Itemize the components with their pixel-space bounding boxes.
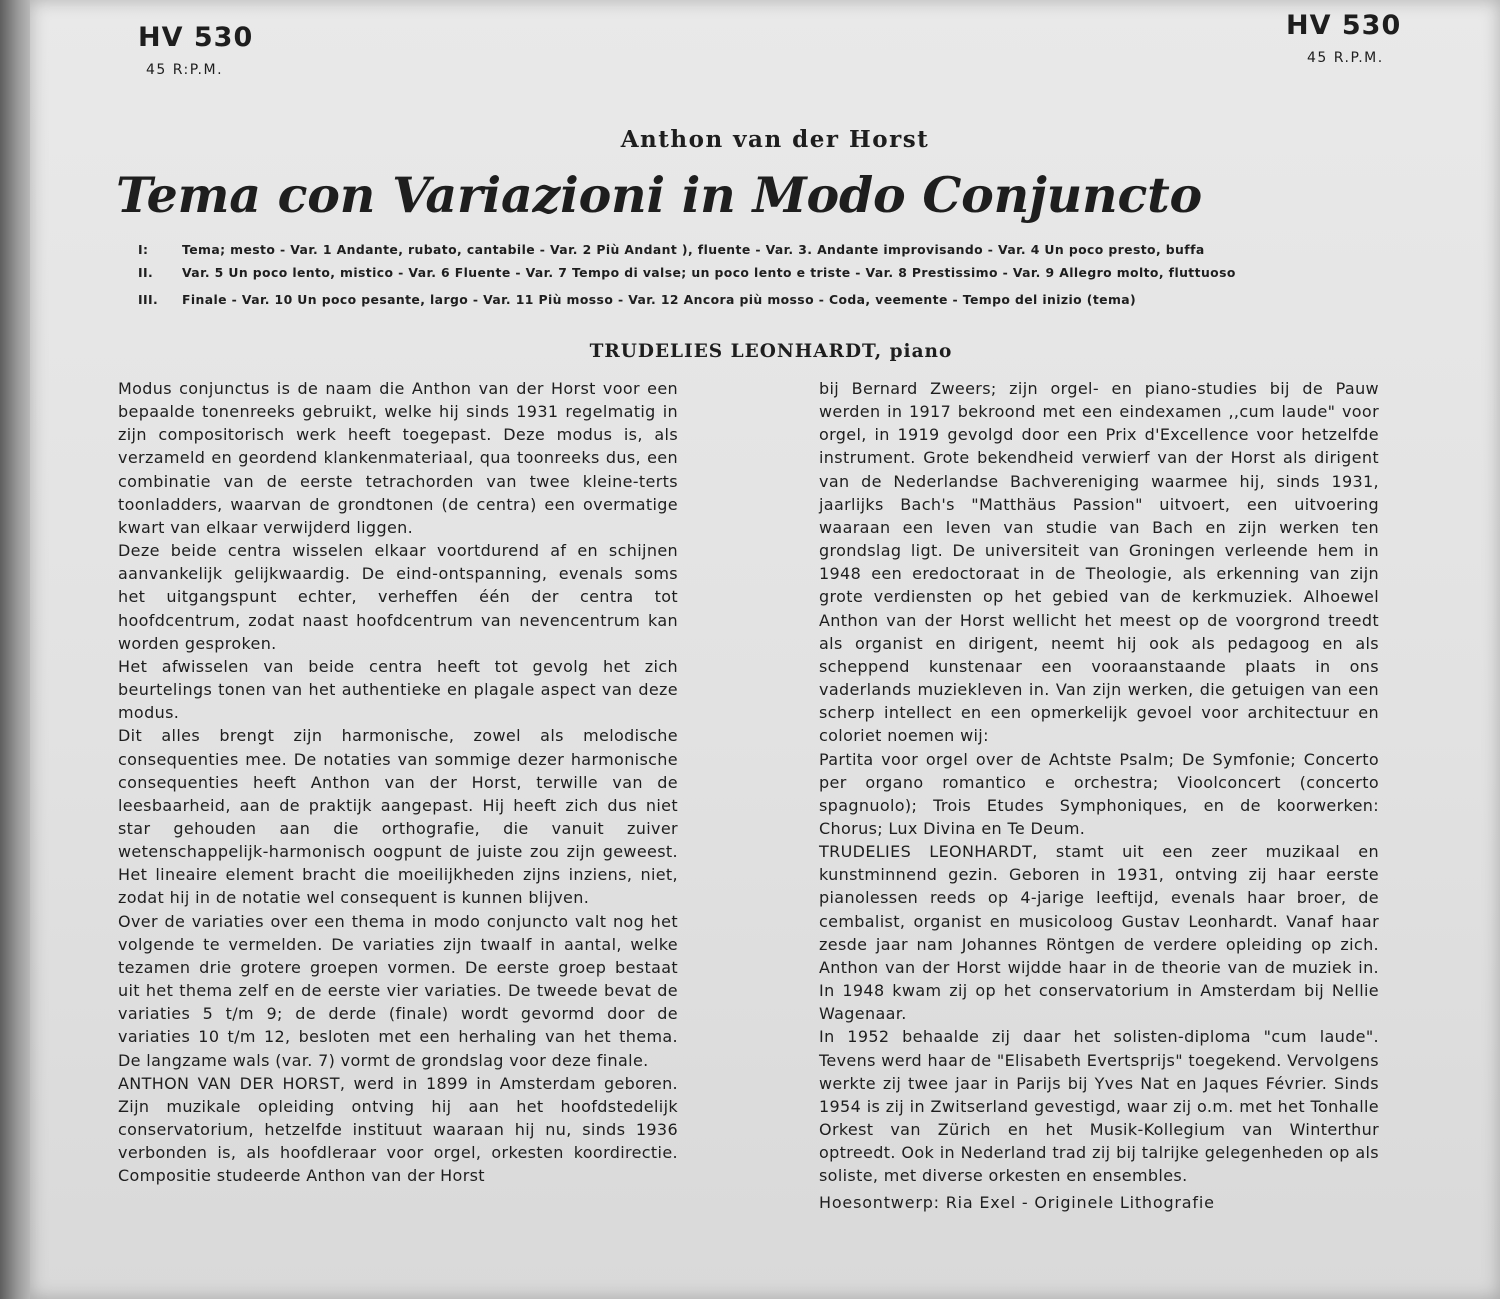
performer-credit: TRUDELIES LEONHARDT, piano: [589, 341, 953, 362]
catalog-number-right: HV 530: [1286, 10, 1402, 41]
catalog-number-left: HV 530: [138, 22, 254, 53]
speed-label-left: 45 R:P.M.: [146, 62, 224, 78]
liner-paragraph: Over de variaties over een thema in modo conjuncto valt nog het volgende te vermelden. De variaties zijn twaalf in aantal, welke tezamen drie grotere groepen vormen. De eerste groep bestaat uit het thema zelf en de eerste vier variaties. De tweede bevat de variaties 5 t/m 9; de derde (finale) wordt gevormd door de variaties 10 t/m 12, besloten met een herhaling van het thema. De langzame wals (var. 7) vormt de grondslag voor deze finale.: [118, 911, 678, 1070]
liner-paragraph: Modus conjunctus is de naam die Anthon van der Horst voor een bepaalde tonenreeks gebruikt, welke hij sinds 1931 regelmatig in zijn compositorisch werk heeft toegepast. Deze modus is, als verzameld en geordend klankenmateriaal, qua toonreeks dus, een combinatie van de eerste tetrachorden van twee kleine-terts toonladders, waarvan de grondtonen (de centra) een overmatige kwart van elkaar verwijderd liggen.: [118, 379, 678, 537]
movement-text: Finale - Var. 10 Un poco pesante, largo - Var. 11 Più mosso - Var. 12 Ancora più mosso - Coda, veemente - Tempo del inizio (tema): [182, 292, 1137, 307]
liner-paragraph: Partita voor orgel over de Achtste Psalm; De Symfonie; Concerto per organo romantico e orchestra; Vioolconcert (concerto spagnuolo); Trois Etudes Symphoniques, en de koorwerken: Chorus; Lux Divina en Te Deum.: [819, 749, 1379, 838]
movement-text: Var. 5 Un poco lento, mistico - Var. 6 Fluente - Var. 7 Tempo di valse; un poco lento e triste - Var. 8 Prestissimo - Var. 9 Allegro molto, fluttuoso: [182, 265, 1236, 280]
liner-paragraph: Het afwisselen van beide centra heeft tot gevolg het zich beurtelings tonen van het authentieke en plagale aspect van deze modus.: [118, 656, 678, 723]
liner-paragraph: Dit alles brengt zijn harmonische, zowel als melodische consequenties mee. De notaties van sommige dezer harmonische consequenties heeft Anthon van der Horst, terwille van de leesbaarheid, aan de praktijk aangepast. Hij heeft zich dus niet star gehouden aan die orthografie, die vanuit zuiver wetenschappelijk-harmonisch oogpunt de juiste zou zijn geweest. Het lineaire element bracht die moeilijkheden zijns inziens, niet, zodat hij in de notatie wel consequent is kunnen blijven.: [118, 726, 678, 908]
movement-text: Tema; mesto - Var. 1 Andante, rubato, cantabile - Var. 2 Più Andant ), fluente - Var. 3. Andante improvisando - Var. 4 Un poco presto, buffa: [182, 242, 1205, 257]
movement-list: [124, 238, 1404, 311]
movement-item: [124, 238, 1404, 261]
movement-number: II.: [138, 265, 154, 280]
movement-number: III.: [138, 292, 159, 307]
sleeve-edge: [0, 0, 30, 1299]
composer-name: Anthon van der Horst: [620, 126, 930, 153]
liner-paragraph: bij Bernard Zweers; zijn orgel- en piano-studies bij de Pauw werden in 1917 bekroond met een eindexamen ,,cum laude" voor orgel, in 1919 gevolgd door een Prix d'Excellence voor hetzelfde instrument. Grote bekendheid verwierf van der Horst als dirigent van de Nederlandse Bachvereniging waarmee hij, sinds 1931, jaarlijks Bach's "Matthäus Passion" uitvoert, een uitvoering waaraan een leven van studie van Bach en zijn werken ten grondslag ligt. De universiteit van Groningen verleende hem in 1948 een eredoctoraat in de Theologie, als erkenning van zijn grote verdiensten op het gebied van de kerkmuziek. Alhoewel Anthon van der Horst wellicht het meest op de voorgrond treedt als organist en dirigent, neemt hij ook als pedagoog en als scheppend kunstenaar een vooraanstaande plaats in ons vaderlands muziekleven in. Van zijn werken, die getuigen van een scherp intellect en een opmerkelijk gevoel voor architectuur en coloriet noemen wij:: [819, 379, 1379, 746]
liner-paragraph: ANTHON VAN DER HORST, werd in 1899 in Amsterdam geboren. Zijn muzikale opleiding ontving hij aan het hoofdstedelijk conservatorium, hetzelfde instituut waaraan hij nu, sinds 1936 verbonden is, als hoofdleraar voor orgel, orkesten koordirectie. Compositie studeerde Anthon van der Horst: [118, 1073, 678, 1186]
movement-item: [124, 288, 1404, 311]
liner-notes-right-column: [819, 377, 1379, 1215]
movement-item: [124, 261, 1404, 284]
liner-paragraph: Deze beide centra wisselen elkaar voortdurend af en schijnen aanvankelijk gelijkwaardig. De eind-ontspanning, evenals soms het uitgangspunt echter, verheffen één der centra tot hoofdcentrum, zodat naast hoofdcentrum van nevencentrum kan worden gesproken.: [118, 541, 678, 653]
liner-paragraph: TRUDELIES LEONHARDT, stamt uit een zeer muzikaal en kunstminnend gezin. Geboren in 1931, ontving zij haar eerste pianolessen reeds op 4-jarige leeftijd, evenals haar broer, de cembalist, organist en musicoloog Gustav Leonhardt. Vanaf haar zesde jaar nam Johannes Röntgen de verdere opleiding op zich. Anthon van der Horst wijdde haar in de theorie van de muziek in. In 1948 kwam zij op het conservatorium in Amsterdam bij Nellie Wagenaar.: [819, 842, 1379, 1024]
work-title: Tema con Variazioni in Modo Conjuncto: [116, 166, 1203, 224]
movement-number: I:: [138, 242, 149, 257]
record-sleeve-back: [30, 0, 1500, 1299]
sleeve-design-credit: Hoesontwerp: Ria Exel - Originele Lithografie: [819, 1193, 1215, 1213]
liner-paragraph: In 1952 behaalde zij daar het solisten-diploma "cum laude". Tevens werd haar de "Elisabeth Evertsprijs" toegekend. Vervolgens werkte zij twee jaar in Parijs bij Yves Nat en Jaques Février. Sinds 1954 is zij in Zwitserland gevestigd, waar zij o.m. met het Tonhalle Orkest van Zürich en het Musik-Kollegium van Winterthur optreedt. Ook in Nederland trad zij bij talrijke gelegenheden op als soliste, met diverse orkesten en ensembles.: [819, 1027, 1379, 1186]
liner-notes-left-column: [118, 377, 678, 1187]
speed-label-right: 45 R.P.M.: [1307, 50, 1384, 66]
